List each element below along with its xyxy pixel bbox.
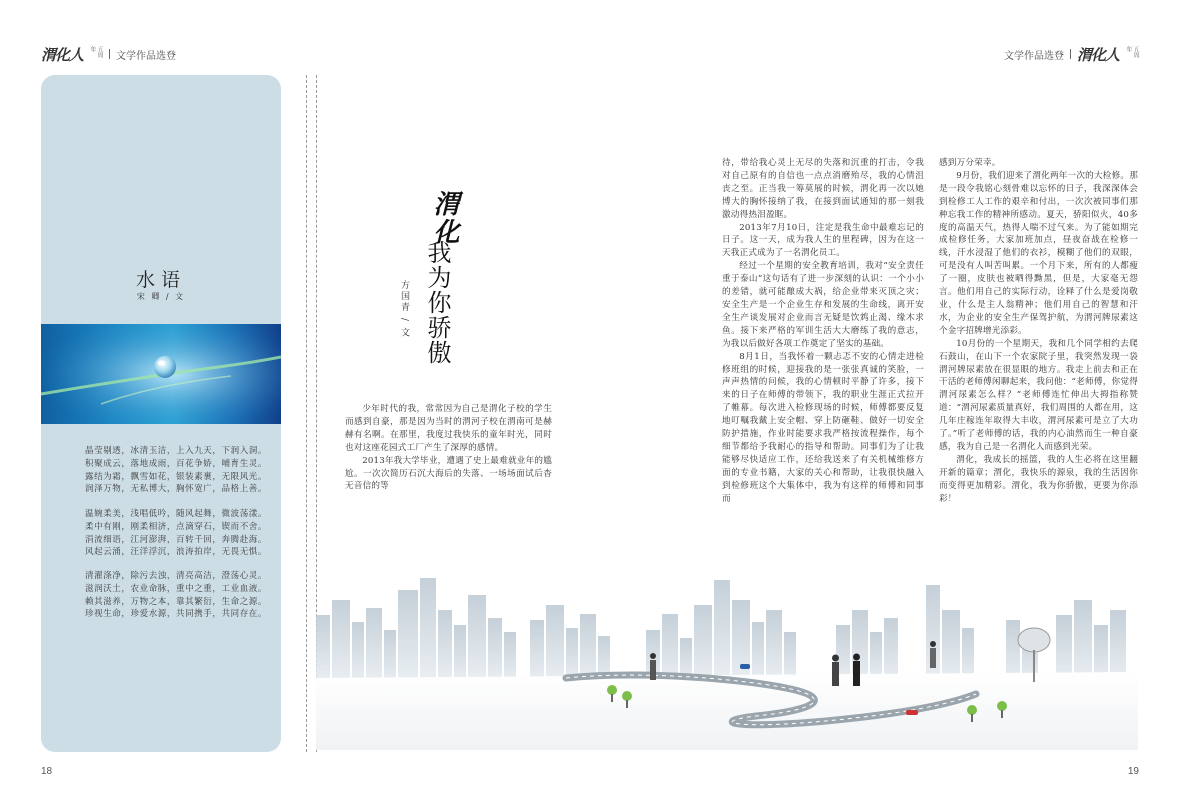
poem-line: 清濯涤净，除污去浊，清亮高洁，澄荡心灵。 <box>85 571 268 581</box>
paragraph: 少年时代的我，常常因为自己是渭化子校的学生而感到自豪，那是因为当时的渭河子校在渭南可是赫赫有名啊。在那里，我度过我快乐的童年时光，同时也对这座花园式工厂产生了深厚的感情。 <box>345 404 552 453</box>
poem-stanza-2 <box>85 508 275 559</box>
poem-line: 珍视生命，珍爱水源，共同携手，共同存在。 <box>85 609 268 620</box>
title-calligraphy: 渭化 <box>429 190 459 246</box>
poem-title: 水语 <box>135 269 186 291</box>
header-divider <box>1070 49 1071 59</box>
logo-subtitle: 五周年 <box>89 46 104 58</box>
paragraph: 2013年我大学毕业，遭遇了史上最难就业年的尴尬。一次次简历石沉大海后的失落、一场场面试后杳无音信的等 <box>345 455 552 492</box>
header-divider <box>109 49 110 59</box>
article-column-2 <box>722 157 924 505</box>
article-column-3 <box>939 157 1138 505</box>
poem-line: 风起云涌，汪洋浮沉，浪涛拍岸，无畏无惧。 <box>85 547 268 558</box>
water-drop-photo <box>41 324 281 424</box>
article-column-1 <box>345 403 552 493</box>
magazine-logo: 渭化人 <box>1076 45 1119 64</box>
poem-panel <box>41 75 281 752</box>
poem-line: 柔中有刚，刚柔相济，点滴穿石，锲而不舍。 <box>85 521 268 532</box>
poem-line: 晶莹剔透，冰清玉洁，上入九天，下润入洞。 <box>85 446 268 456</box>
poem-line: 积聚成云，落地成雨，百花争娇，哺育生灵。 <box>85 458 268 469</box>
poem-line: 涓流细语，江河澎湃，百转千回，奔腾赴海。 <box>85 534 268 545</box>
spine-dotted-line <box>306 75 307 752</box>
paragraph: 感到万分荣幸。 <box>939 158 1001 168</box>
ground-plane <box>316 672 1138 750</box>
section-title: 文学作品选登 <box>116 50 177 62</box>
poem-author: 宋 卿 / 文 <box>136 292 186 301</box>
section-title: 文学作品选登 <box>1003 50 1064 62</box>
logo-subtitle: 五周年 <box>1125 46 1139 58</box>
paragraph: 经过一个星期的安全教育培训，我对“安全责任重于泰山”这句话有了进一步深刻的认识：一个小小的差错，就可能酿成大祸，给企业带来灭顶之灾；安全生产是一个企业生存和发展的生命线，离开安全生产谈发展对企业而言无疑是饮鸩止渴、缘木求鱼。接下来严格的军训生活大大磨练了我的意志，为我以后做好各项工作奠定了坚实的基础。 <box>722 261 924 349</box>
magazine-logo: 渭化人 <box>41 45 84 64</box>
paragraph: 10月份的一个星期天，我和几个同学相约去爬石鼓山，在山下一个农家院子里，我突然发现一袋渭河牌尿素放在很显眼的地方。我走上前去和正在干活的老师傅闲聊起来，我问他：“老师傅，你觉得渭河尿素怎么样？”老师傅连忙伸出大拇指称赞道：“渭河尿素质量真好，我们周围的人都在用，这几年庄稼连年取得大丰收，渭河尿素可是立了大功了。”听了老师傅的话，我的内心油然而生一种自豪感，我为自己是一名渭化人而感到光荣。 <box>939 338 1138 452</box>
poem-line: 赖其滋养，万物之本，靠其繁衍，生命之源。 <box>85 596 268 607</box>
poem-line: 露结为霜，飘雪如花，银装素裹，无限风光。 <box>85 471 268 482</box>
poem-line: 温婉柔美，浅唱低吟，随风起舞，微波荡漾。 <box>85 509 268 519</box>
poem-line: 润泽万物，无私博大，胸怀宽广，品格上善。 <box>85 484 268 495</box>
article-title-main: 我为你骄傲 <box>423 240 451 365</box>
paragraph: 8月1日，当我怀着一颗忐忑不安的心情走进检修班组的时候，迎接我的是一张张真诚的笑脸，一声声热情的问候，我的心情顿时平静了许多，接下来的日子在师傅的带领下，我的职业生涯正式拉开了帷幕。每次进入检修现场的时候，师傅都要反复地叮嘱我戴上安全帽、穿上防砸鞋、做好一切安全防护措施，作业时能要求我严格按流程操作，每个细节都给予我耐心的指导和帮助。同事们为了让我能够尽快适应工作，还给我送来了有关机械维修方面的专业书籍，大家的关心和帮助，让我很快融入到检修班这个大集体中，我为有这样的师傅和同事而 <box>722 351 924 504</box>
paragraph: 9月份，我们迎来了渭化两年一次的大检修。那是一段令我铭心刻骨难以忘怀的日子，我深深体会到检修工人工作的艰辛和付出，一次次被同事们那种忘我工作的精神所感动。夏天，骄阳似火，40多度的高温天气，热得人喘不过气来。为了能如期完成检修任务，大家加班加点，昼夜奋战在检修一线，汗水浸湿了他们的衣衫，模糊了他们的双眼，可是没有人叫苦叫累。一个月下来，所有的人都瘦了一圈，皮肤也被晒得黝黑，但是，大家毫无怨言。他们用自己的实际行动，诠释了什么是爱岗敬业，什么是主人翁精神；他们用自己的智慧和汗水，为企业的安全生产保驾护航，为渭河牌尿素这个金字招牌增光添彩。 <box>939 170 1138 336</box>
city-skyline-illustration <box>316 570 1138 750</box>
poem-stanza-3 <box>85 570 275 621</box>
page-number-left: 18 <box>41 766 53 777</box>
water-drop-illustration <box>41 324 281 424</box>
paragraph: 待，带给我心灵上无尽的失落和沉重的打击，令我对自己原有的自信也一点点消磨殆尽，我的心情沮丧之至。正当我一筹莫展的时候，渭化再一次以她博大的胸怀接纳了我，在接到面试通知的那一刻我激动得热泪盈眶。 <box>722 158 924 220</box>
paragraph: 2013年7月10日，注定是我生命中最难忘记的日子。这一天，成为我人生的里程碑，因为在这一天我正式成为了一名渭化员工。 <box>722 222 924 259</box>
poem-stanza-1 <box>85 445 275 496</box>
article-author: 方国青 / 文 <box>399 280 409 339</box>
header-right <box>1004 46 1139 62</box>
poem-line: 滋润沃土，农业命脉，重中之重，工业血液。 <box>85 583 268 594</box>
page-number-right: 19 <box>1127 766 1139 777</box>
header-left <box>41 46 176 62</box>
paragraph: 渭化，我成长的摇篮，我的人生必将在这里翻开新的篇章；渭化，我快乐的源泉，我的生活因你而变得更加精彩。渭化，我为你骄傲，更要为你添彩！ <box>939 454 1138 504</box>
buildings <box>316 578 1126 685</box>
